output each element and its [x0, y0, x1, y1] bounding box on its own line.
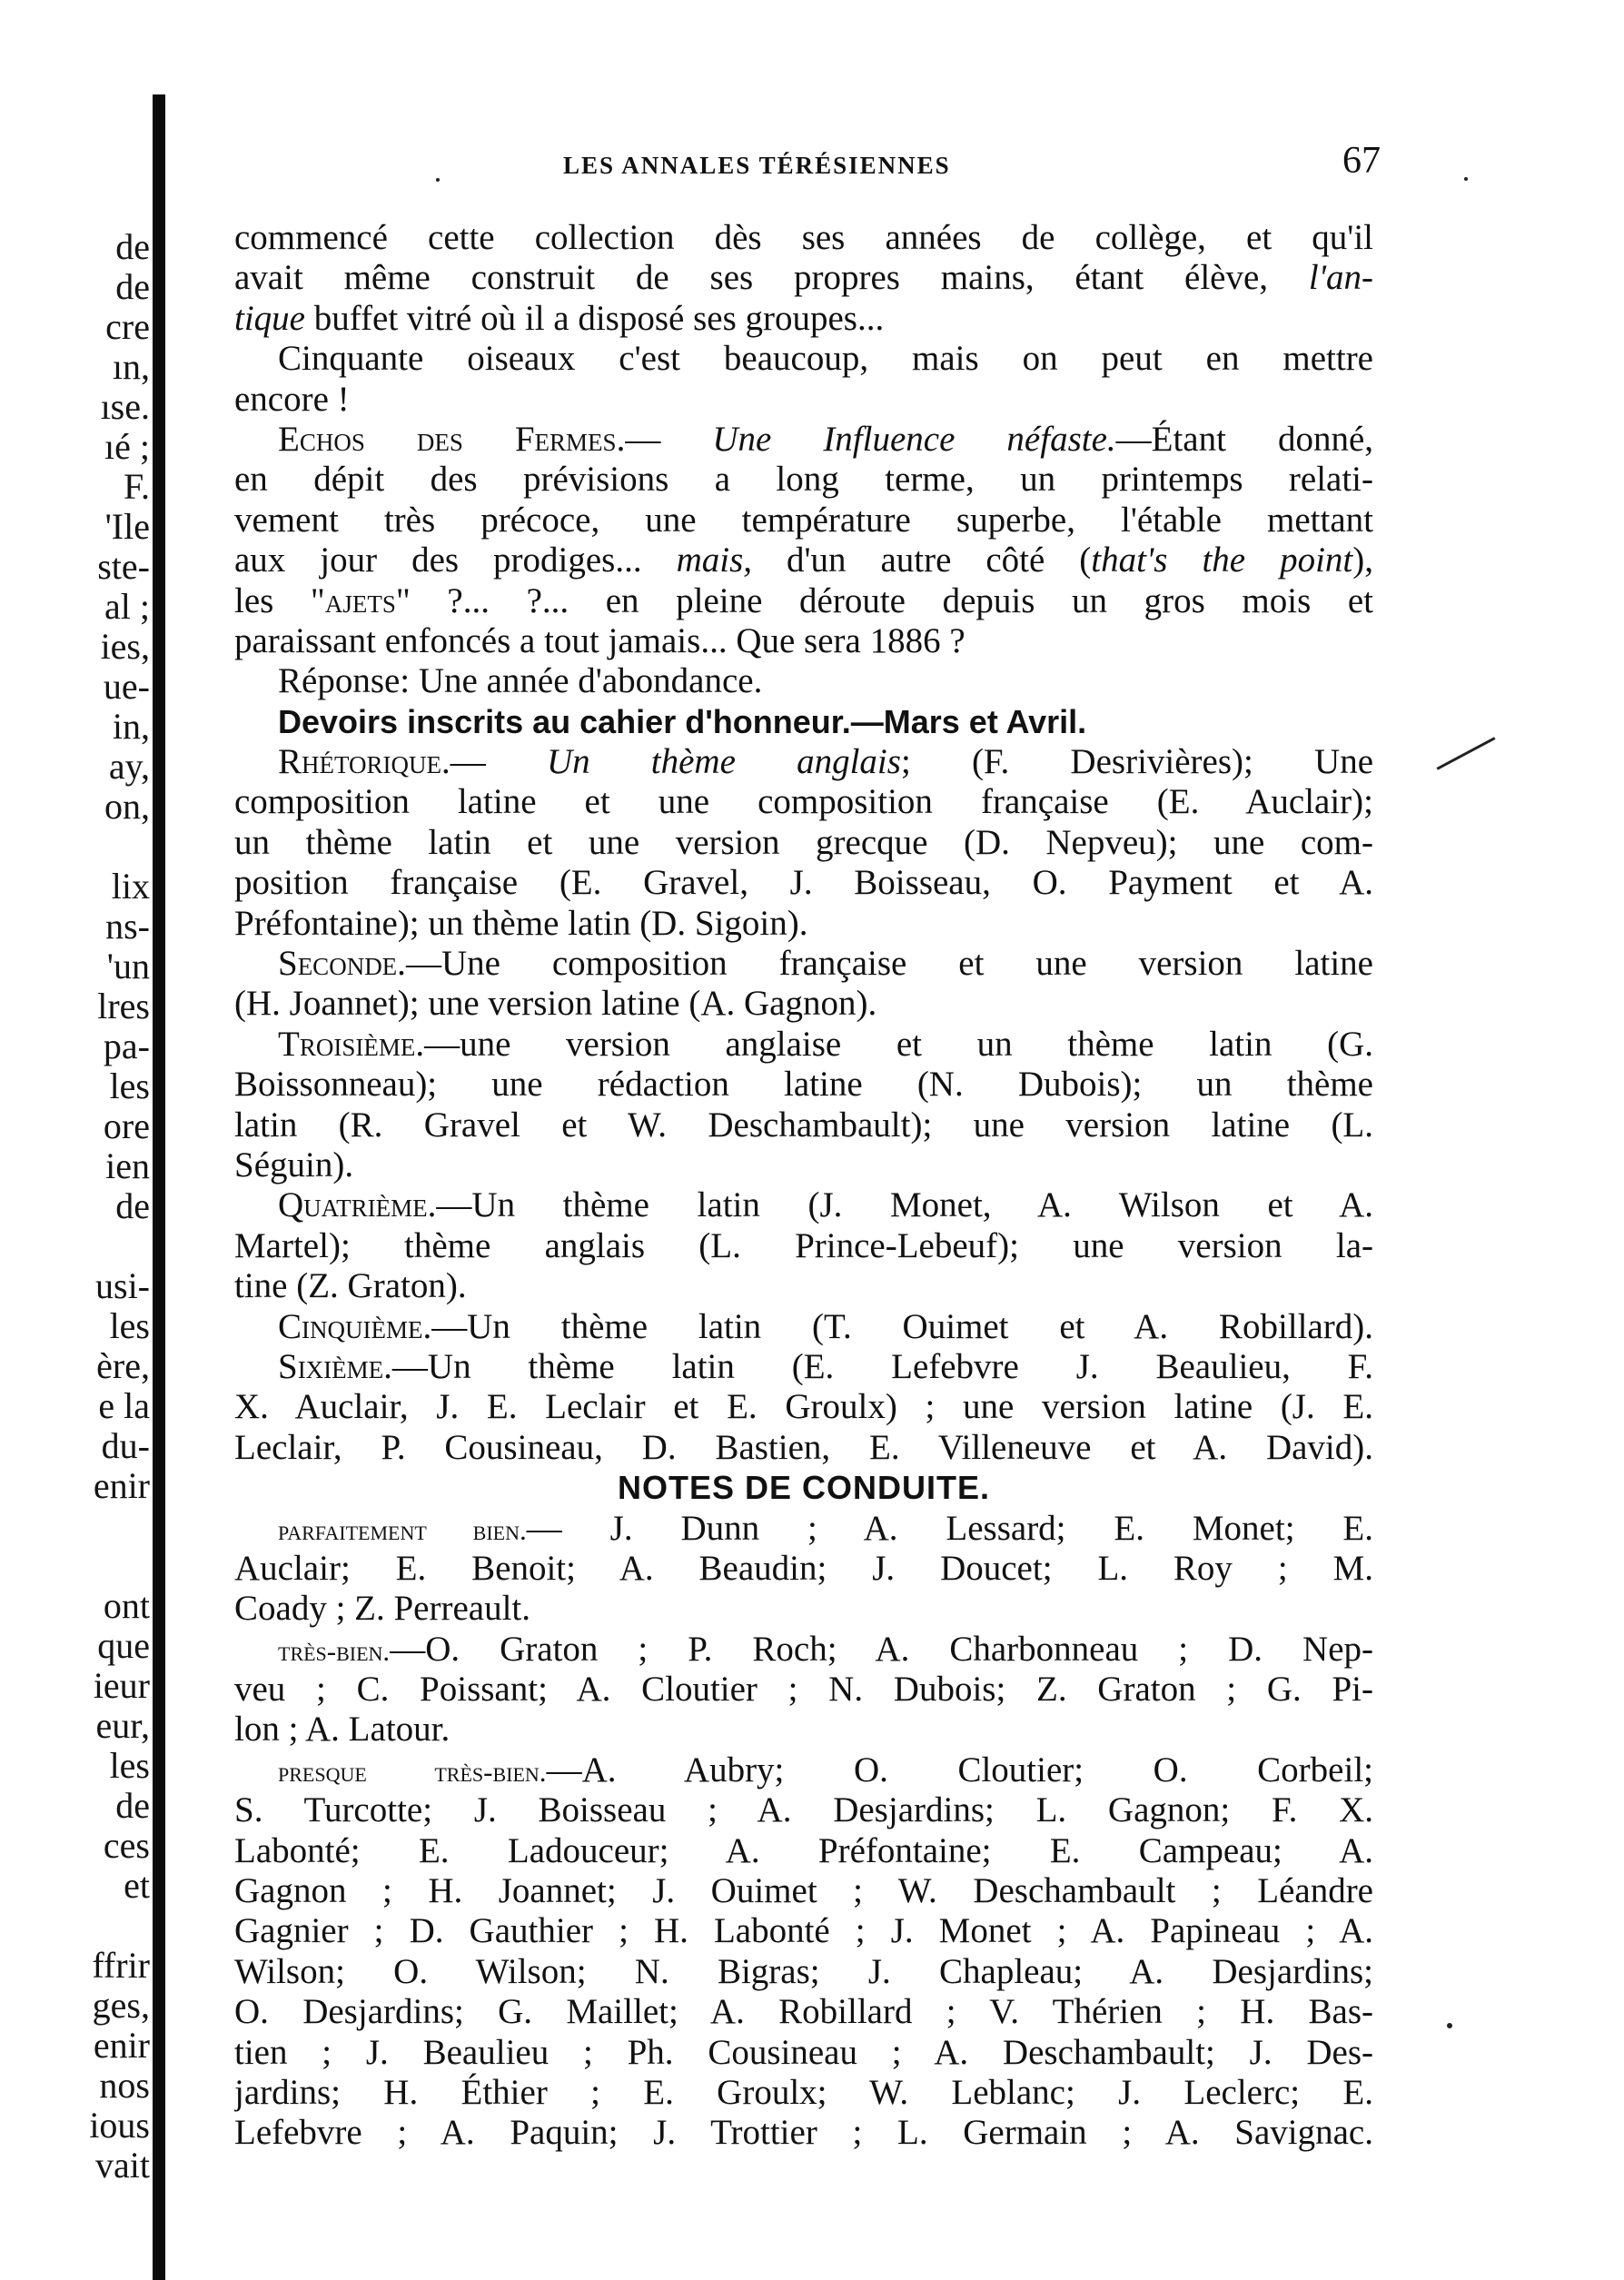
margin-fragment: de [115, 1785, 150, 1826]
margin-fragment: ue- [103, 666, 150, 707]
binding-edge-line [153, 94, 165, 2280]
text-line: jardins; H. Éthier ; E. Groulx; W. Leblanc; J. Leclerc; E. [234, 2072, 1373, 2112]
margin-fragment: ste- [97, 546, 150, 587]
conduct-notes-heading: NOTES DE CONDUITE. [617, 1469, 991, 1507]
margin-fragment: ıé ; [104, 426, 150, 467]
margin-fragment: F. [123, 466, 150, 507]
margin-fragment: ffrir [92, 1945, 150, 1986]
text-line: Sixième.—Un thème latin (E. Lefebvre J. Beaulieu, F. [278, 1346, 1373, 1386]
text-line: Quatrième.—Un thème latin (J. Monet, A. Wilson et A. [278, 1185, 1373, 1225]
text-line: Lefebvre ; A. Paquin; J. Trottier ; L. Germain ; A. Savignac. [234, 2113, 1373, 2153]
text-line: vement très précoce, une température superbe, l'étable mettant [234, 500, 1373, 540]
text-line: Cinquième.—Un thème latin (T. Ouimet et A. Robillard). [278, 1306, 1373, 1346]
text-line: Boissonneau); une rédaction latine (N. Dubois); un thème [234, 1065, 1373, 1105]
margin-fragment: eur, [95, 1705, 150, 1746]
page-number: 67 [1342, 140, 1381, 182]
text-line: S. Turcotte; J. Boisseau ; A. Desjardins; L. Gagnon; F. X. [234, 1790, 1373, 1830]
margin-fragment: ore [103, 1105, 150, 1146]
margin-fragment: al ; [104, 586, 150, 627]
text-line: un thème latin et une version grecque (D. Nepveu); une com- [234, 822, 1373, 862]
margin-fragment: les [109, 1745, 150, 1786]
margin-fragment: de [115, 266, 150, 307]
margin-fragment: in, [112, 706, 150, 747]
section-heading: Devoirs inscrits au cahier d'honneur.—Mars et Avril. [278, 702, 1087, 740]
text-line: paraissant enfoncés a tout jamais... Que sera 1886 ? [234, 620, 965, 660]
text-line: parfaitement bien.— J. Dunn ; A. Lessard; E. Monet; E. [278, 1508, 1373, 1548]
text-line: Préfontaine); un thème latin (D. Sigoin). [234, 903, 808, 943]
margin-fragment: ien [105, 1145, 150, 1186]
stray-mark [436, 178, 440, 182]
margin-fragment: 'Ile [104, 506, 150, 547]
margin-fragment: de [115, 226, 150, 267]
text-line: avait même construit de ses propres mains, étant élève, l'an- [234, 258, 1373, 298]
text-line: Séguin). [234, 1145, 354, 1185]
text-line: aux jour des prodiges... mais, d'un autre côté (that's the point), [234, 540, 1373, 580]
text-line: très-bien.—O. Graton ; P. Roch; A. Charbonneau ; D. Nep- [278, 1629, 1373, 1669]
stray-mark [1437, 737, 1496, 769]
text-line: Labonté; E. Ladouceur; A. Préfontaine; E. Campeau; A. [234, 1830, 1373, 1870]
margin-fragment: lix [111, 866, 150, 907]
margin-fragment: enir [93, 2025, 150, 2066]
text-line: presque très-bien.—A. Aubry; O. Cloutier; O. Corbeil; [278, 1750, 1373, 1789]
text-line: Leclair, P. Cousineau, D. Bastien, E. Villeneuve et A. David). [234, 1427, 1373, 1467]
text-line: tique buffet vitré où il a disposé ses groupes... [234, 298, 885, 338]
margin-fragment: ies, [100, 626, 150, 667]
margin-fragment: enir [93, 1465, 150, 1506]
text-line: tine (Z. Graton). [234, 1266, 467, 1306]
margin-fragment: lres [97, 986, 150, 1026]
margin-fragment: ious [89, 2105, 150, 2146]
margin-fragment: ieur [93, 1665, 150, 1706]
margin-fragment: e la [98, 1385, 150, 1426]
margin-fragment: 'un [106, 946, 150, 986]
adjacent-page-fragments [0, 0, 150, 2280]
text-line: Troisième.—une version anglaise et un thème latin (G. [278, 1024, 1373, 1064]
text-line: les "ajets" ?... ?... en pleine déroute depuis un gros mois et [234, 580, 1373, 620]
margin-fragment: ın, [112, 346, 150, 387]
text-line: X. Auclair, J. E. Leclair et E. Groulx) ; une version latine (J. E. [234, 1387, 1373, 1427]
margin-fragment: ns- [105, 906, 150, 947]
margin-fragment: du- [101, 1425, 150, 1466]
stray-mark [1464, 177, 1468, 181]
margin-fragment: ces [103, 1825, 150, 1866]
margin-fragment: ont [103, 1585, 150, 1626]
text-line: Gagnier ; D. Gauthier ; H. Labonté ; J. Monet ; A. Papineau ; A. [234, 1911, 1373, 1951]
margin-fragment: usi- [95, 1265, 150, 1306]
text-line: Martel); thème anglais (L. Prince-Lebeuf); une version la- [234, 1225, 1373, 1265]
text-line: latin (R. Gravel et W. Deschambault); une version latine (L. [234, 1105, 1373, 1145]
margin-fragment: ay, [108, 746, 150, 787]
text-line: (H. Joannet); une version latine (A. Gagnon). [234, 984, 877, 1024]
text-line: Gagnon ; H. Joannet; J. Ouimet ; W. Deschambault ; Léandre [234, 1871, 1373, 1911]
margin-fragment: pa- [103, 1026, 150, 1066]
text-line: Cinquante oiseaux c'est beaucoup, mais on peut en mettre [278, 339, 1373, 379]
running-header [436, 139, 1381, 184]
text-line: Rhétorique.— Un thème anglais; (F. Desrivières); Une [278, 742, 1373, 782]
margin-fragment: vait [95, 2145, 150, 2186]
margin-fragment: les [109, 1305, 150, 1346]
text-line: O. Desjardins; G. Maillet; A. Robillard ; V. Thérien ; H. Bas- [234, 1992, 1373, 2032]
running-title: LES ANNALES TÉRÉSIENNES [563, 152, 951, 179]
page-body [234, 218, 1373, 2154]
text-line: composition latine et une composition française (E. Auclair); [234, 782, 1373, 822]
margin-fragment: les [109, 1066, 150, 1106]
margin-fragment: on, [104, 786, 150, 827]
text-line: Seconde.—Une composition française et une version latine [278, 944, 1373, 984]
margin-fragment: ère, [96, 1345, 150, 1386]
text-line: encore ! [234, 379, 350, 419]
margin-fragment: ıse. [100, 386, 150, 427]
text-line: Echos des Fermes.— Une Influence néfaste.—Étant donné, [278, 419, 1373, 459]
stray-mark [1447, 2023, 1452, 2028]
margin-fragment: et [124, 1865, 150, 1906]
text-line: Réponse: Une année d'abondance. [278, 661, 763, 701]
margin-fragment: ges, [92, 1985, 150, 2026]
text-line: position française (E. Gravel, J. Boisseau, O. Payment et A. [234, 863, 1373, 903]
text-line: Coady ; Z. Perreault. [234, 1589, 530, 1629]
text-line: tien ; J. Beaulieu ; Ph. Cousineau ; A. Deschambault; J. Des- [234, 2032, 1373, 2072]
margin-fragment: nos [99, 2065, 150, 2106]
text-line: veu ; C. Poissant; A. Cloutier ; N. Dubois; Z. Graton ; G. Pi- [234, 1670, 1373, 1710]
text-line: Wilson; O. Wilson; N. Bigras; J. Chapleau; A. Desjardins; [234, 1951, 1373, 1991]
text-line: commencé cette collection dès ses années de collège, et qu'il [234, 218, 1373, 257]
text-line: Auclair; E. Benoit; A. Beaudin; J. Doucet; L. Roy ; M. [234, 1548, 1373, 1588]
text-line: en dépit des prévisions a long terme, un printemps relati- [234, 460, 1373, 500]
margin-fragment: de [115, 1185, 150, 1226]
margin-fragment: cre [105, 306, 150, 347]
text-line: lon ; A. Latour. [234, 1710, 451, 1750]
margin-fragment: que [97, 1625, 150, 1666]
